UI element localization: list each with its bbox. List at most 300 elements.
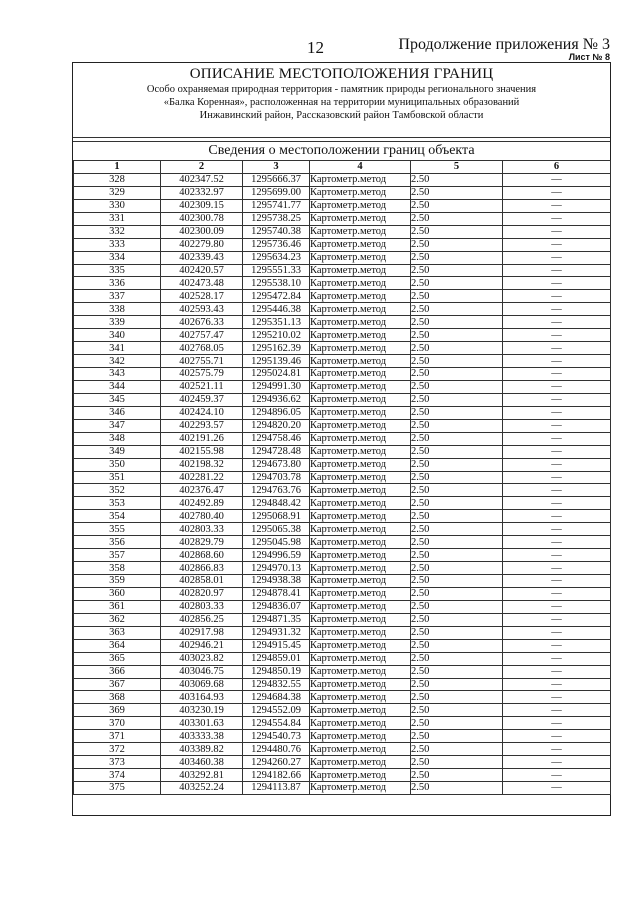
divider: [73, 137, 610, 138]
point-number-cell: 350: [74, 458, 161, 471]
column-header: 5: [411, 161, 503, 174]
method-cell: Картометр.метод: [310, 665, 411, 678]
method-cell: Картометр.метод: [310, 587, 411, 600]
coordinates-table: [73, 160, 611, 795]
table-row: [74, 523, 611, 536]
header-block: [73, 63, 610, 135]
accuracy-cell: 2.50: [411, 510, 503, 523]
x-coordinate-cell: 403333.38: [161, 730, 243, 743]
method-cell: Картометр.метод: [310, 652, 411, 665]
accuracy-cell: 2.50: [411, 186, 503, 199]
accuracy-cell: 2.50: [411, 199, 503, 212]
note-cell: —: [503, 484, 611, 497]
accuracy-cell: 2.50: [411, 678, 503, 691]
x-coordinate-cell: 403389.82: [161, 743, 243, 756]
accuracy-cell: 2.50: [411, 587, 503, 600]
y-coordinate-cell: 1295045.98: [243, 536, 310, 549]
accuracy-cell: 2.50: [411, 277, 503, 290]
y-coordinate-cell: 1295068.91: [243, 510, 310, 523]
x-coordinate-cell: 402755.71: [161, 355, 243, 368]
y-coordinate-cell: 1294836.07: [243, 600, 310, 613]
note-cell: —: [503, 730, 611, 743]
note-cell: —: [503, 639, 611, 652]
method-cell: Картометр.метод: [310, 743, 411, 756]
note-cell: —: [503, 199, 611, 212]
accuracy-cell: 2.50: [411, 769, 503, 782]
point-number-cell: 342: [74, 355, 161, 368]
x-coordinate-cell: 402492.89: [161, 497, 243, 510]
accuracy-cell: 2.50: [411, 536, 503, 549]
method-cell: Картометр.метод: [310, 290, 411, 303]
accuracy-cell: 2.50: [411, 303, 503, 316]
table-row: [74, 199, 611, 212]
table-row: [74, 756, 611, 769]
note-cell: —: [503, 497, 611, 510]
y-coordinate-cell: 1295634.23: [243, 251, 310, 264]
table-row: [74, 342, 611, 355]
point-number-cell: 356: [74, 536, 161, 549]
x-coordinate-cell: 402946.21: [161, 639, 243, 652]
point-number-cell: 358: [74, 562, 161, 575]
table-row: [74, 355, 611, 368]
accuracy-cell: 2.50: [411, 717, 503, 730]
method-cell: Картометр.метод: [310, 626, 411, 639]
method-cell: Картометр.метод: [310, 756, 411, 769]
point-number-cell: 361: [74, 600, 161, 613]
table-row: [74, 678, 611, 691]
point-number-cell: 329: [74, 186, 161, 199]
x-coordinate-cell: 402676.33: [161, 316, 243, 329]
description-line-3: Инжавинский район, Рассказовский район Тамбовской области: [199, 110, 484, 121]
accuracy-cell: 2.50: [411, 355, 503, 368]
method-cell: Картометр.метод: [310, 523, 411, 536]
column-header: 4: [310, 161, 411, 174]
note-cell: —: [503, 329, 611, 342]
note-cell: —: [503, 769, 611, 782]
note-cell: —: [503, 432, 611, 445]
note-cell: —: [503, 613, 611, 626]
column-header: 3: [243, 161, 310, 174]
x-coordinate-cell: 402420.57: [161, 264, 243, 277]
point-number-cell: 345: [74, 393, 161, 406]
x-coordinate-cell: 402347.52: [161, 173, 243, 186]
x-coordinate-cell: 402856.25: [161, 613, 243, 626]
x-coordinate-cell: 403460.38: [161, 756, 243, 769]
method-cell: Картометр.метод: [310, 355, 411, 368]
accuracy-cell: 2.50: [411, 316, 503, 329]
accuracy-cell: 2.50: [411, 613, 503, 626]
point-number-cell: 359: [74, 575, 161, 588]
method-cell: Картометр.метод: [310, 251, 411, 264]
table-row: [74, 562, 611, 575]
note-cell: —: [503, 704, 611, 717]
y-coordinate-cell: 1295736.46: [243, 238, 310, 251]
point-number-cell: 337: [74, 290, 161, 303]
x-coordinate-cell: 402757.47: [161, 329, 243, 342]
table-row: [74, 186, 611, 199]
y-coordinate-cell: 1295065.38: [243, 523, 310, 536]
table-row: [74, 432, 611, 445]
table-row: [74, 303, 611, 316]
accuracy-cell: 2.50: [411, 173, 503, 186]
method-cell: Картометр.метод: [310, 445, 411, 458]
point-number-cell: 330: [74, 199, 161, 212]
accuracy-cell: 2.50: [411, 445, 503, 458]
x-coordinate-cell: 403023.82: [161, 652, 243, 665]
y-coordinate-cell: 1294684.38: [243, 691, 310, 704]
table-row: [74, 316, 611, 329]
x-coordinate-cell: 402376.47: [161, 484, 243, 497]
y-coordinate-cell: 1295210.02: [243, 329, 310, 342]
table-row: [74, 368, 611, 381]
x-coordinate-cell: 402521.11: [161, 380, 243, 393]
y-coordinate-cell: 1295162.39: [243, 342, 310, 355]
method-cell: Картометр.метод: [310, 678, 411, 691]
table-row: [74, 458, 611, 471]
method-cell: Картометр.метод: [310, 380, 411, 393]
accuracy-cell: 2.50: [411, 639, 503, 652]
table-row: [74, 290, 611, 303]
method-cell: Картометр.метод: [310, 342, 411, 355]
table-row: [74, 484, 611, 497]
method-cell: Картометр.метод: [310, 484, 411, 497]
point-number-cell: 335: [74, 264, 161, 277]
y-coordinate-cell: 1295551.33: [243, 264, 310, 277]
table-row: [74, 251, 611, 264]
table-row: [74, 626, 611, 639]
method-cell: Картометр.метод: [310, 782, 411, 795]
table-row: [74, 665, 611, 678]
accuracy-cell: 2.50: [411, 497, 503, 510]
point-number-cell: 371: [74, 730, 161, 743]
point-number-cell: 365: [74, 652, 161, 665]
y-coordinate-cell: 1295538.10: [243, 277, 310, 290]
x-coordinate-cell: 402768.05: [161, 342, 243, 355]
point-number-cell: 336: [74, 277, 161, 290]
accuracy-cell: 2.50: [411, 212, 503, 225]
x-coordinate-cell: 402820.97: [161, 587, 243, 600]
method-cell: Картометр.метод: [310, 600, 411, 613]
method-cell: Картометр.метод: [310, 717, 411, 730]
x-coordinate-cell: 402803.33: [161, 600, 243, 613]
note-cell: —: [503, 251, 611, 264]
column-header: 6: [503, 161, 611, 174]
note-cell: —: [503, 587, 611, 600]
x-coordinate-cell: 402281.22: [161, 471, 243, 484]
y-coordinate-cell: 1295446.38: [243, 303, 310, 316]
accuracy-cell: 2.50: [411, 342, 503, 355]
method-cell: Картометр.метод: [310, 199, 411, 212]
point-number-cell: 370: [74, 717, 161, 730]
method-cell: Картометр.метод: [310, 562, 411, 575]
x-coordinate-cell: 402155.98: [161, 445, 243, 458]
point-number-cell: 328: [74, 173, 161, 186]
y-coordinate-cell: 1294703.78: [243, 471, 310, 484]
note-cell: —: [503, 186, 611, 199]
y-coordinate-cell: 1294970.13: [243, 562, 310, 575]
table-row: [74, 238, 611, 251]
x-coordinate-cell: 402829.79: [161, 536, 243, 549]
table-row: [74, 691, 611, 704]
accuracy-cell: 2.50: [411, 665, 503, 678]
y-coordinate-cell: 1294554.84: [243, 717, 310, 730]
sheet-label: Лист № 8: [568, 52, 610, 62]
point-number-cell: 357: [74, 549, 161, 562]
table-row: [74, 471, 611, 484]
accuracy-cell: 2.50: [411, 406, 503, 419]
table-row: [74, 264, 611, 277]
accuracy-cell: 2.50: [411, 756, 503, 769]
table-row: [74, 717, 611, 730]
x-coordinate-cell: 402868.60: [161, 549, 243, 562]
method-cell: Картометр.метод: [310, 316, 411, 329]
y-coordinate-cell: 1294763.76: [243, 484, 310, 497]
method-cell: Картометр.метод: [310, 238, 411, 251]
method-cell: Картометр.метод: [310, 458, 411, 471]
method-cell: Картометр.метод: [310, 329, 411, 342]
note-cell: —: [503, 355, 611, 368]
continuation-label: Продолжение приложения № 3: [398, 36, 610, 53]
y-coordinate-cell: 1294820.20: [243, 419, 310, 432]
x-coordinate-cell: 402293.57: [161, 419, 243, 432]
table-row: [74, 419, 611, 432]
y-coordinate-cell: 1294848.42: [243, 497, 310, 510]
y-coordinate-cell: 1294896.05: [243, 406, 310, 419]
note-cell: —: [503, 717, 611, 730]
note-cell: —: [503, 380, 611, 393]
point-number-cell: 338: [74, 303, 161, 316]
table-row: [74, 277, 611, 290]
x-coordinate-cell: 403164.93: [161, 691, 243, 704]
table-row: [74, 782, 611, 795]
x-coordinate-cell: 402309.15: [161, 199, 243, 212]
accuracy-cell: 2.50: [411, 264, 503, 277]
section-title: Сведения о местоположении границ объекта: [73, 142, 610, 161]
accuracy-cell: 2.50: [411, 329, 503, 342]
point-number-cell: 353: [74, 497, 161, 510]
page-number: 12: [307, 38, 324, 57]
point-number-cell: 333: [74, 238, 161, 251]
accuracy-cell: 2.50: [411, 225, 503, 238]
y-coordinate-cell: 1294552.09: [243, 704, 310, 717]
table-row: [74, 393, 611, 406]
method-cell: Картометр.метод: [310, 419, 411, 432]
y-coordinate-cell: 1294673.80: [243, 458, 310, 471]
note-cell: —: [503, 536, 611, 549]
point-number-cell: 340: [74, 329, 161, 342]
note-cell: —: [503, 212, 611, 225]
x-coordinate-cell: 402198.32: [161, 458, 243, 471]
point-number-cell: 374: [74, 769, 161, 782]
point-number-cell: 368: [74, 691, 161, 704]
table-row: [74, 600, 611, 613]
point-number-cell: 360: [74, 587, 161, 600]
x-coordinate-cell: 402300.09: [161, 225, 243, 238]
accuracy-cell: 2.50: [411, 290, 503, 303]
x-coordinate-cell: 402300.78: [161, 212, 243, 225]
x-coordinate-cell: 402279.80: [161, 238, 243, 251]
y-coordinate-cell: 1295139.46: [243, 355, 310, 368]
point-number-cell: 363: [74, 626, 161, 639]
point-number-cell: 334: [74, 251, 161, 264]
point-number-cell: 362: [74, 613, 161, 626]
y-coordinate-cell: 1294728.48: [243, 445, 310, 458]
method-cell: Картометр.метод: [310, 225, 411, 238]
table-row: [74, 587, 611, 600]
note-cell: —: [503, 458, 611, 471]
note-cell: —: [503, 290, 611, 303]
note-cell: —: [503, 691, 611, 704]
x-coordinate-cell: 403301.63: [161, 717, 243, 730]
y-coordinate-cell: 1294182.66: [243, 769, 310, 782]
method-cell: Картометр.метод: [310, 549, 411, 562]
point-number-cell: 372: [74, 743, 161, 756]
method-cell: Картометр.метод: [310, 471, 411, 484]
table-row: [74, 497, 611, 510]
document-frame: [72, 62, 611, 816]
table-row: [74, 329, 611, 342]
note-cell: —: [503, 782, 611, 795]
method-cell: Картометр.метод: [310, 613, 411, 626]
accuracy-cell: 2.50: [411, 575, 503, 588]
y-coordinate-cell: 1294936.62: [243, 393, 310, 406]
x-coordinate-cell: 402473.48: [161, 277, 243, 290]
method-cell: Картометр.метод: [310, 639, 411, 652]
table-row: [74, 652, 611, 665]
accuracy-cell: 2.50: [411, 730, 503, 743]
note-cell: —: [503, 756, 611, 769]
point-number-cell: 331: [74, 212, 161, 225]
x-coordinate-cell: 403046.75: [161, 665, 243, 678]
column-header: 2: [161, 161, 243, 174]
note-cell: —: [503, 562, 611, 575]
note-cell: —: [503, 626, 611, 639]
accuracy-cell: 2.50: [411, 626, 503, 639]
note-cell: —: [503, 406, 611, 419]
note-cell: —: [503, 342, 611, 355]
method-cell: Картометр.метод: [310, 277, 411, 290]
note-cell: —: [503, 368, 611, 381]
method-cell: Картометр.метод: [310, 730, 411, 743]
accuracy-cell: 2.50: [411, 523, 503, 536]
x-coordinate-cell: 402803.33: [161, 523, 243, 536]
method-cell: Картометр.метод: [310, 303, 411, 316]
note-cell: —: [503, 264, 611, 277]
note-cell: —: [503, 743, 611, 756]
method-cell: Картометр.метод: [310, 406, 411, 419]
accuracy-cell: 2.50: [411, 562, 503, 575]
point-number-cell: 348: [74, 432, 161, 445]
method-cell: Картометр.метод: [310, 264, 411, 277]
note-cell: —: [503, 652, 611, 665]
column-header: 1: [74, 161, 161, 174]
y-coordinate-cell: 1295024.81: [243, 368, 310, 381]
point-number-cell: 366: [74, 665, 161, 678]
y-coordinate-cell: 1294938.38: [243, 575, 310, 588]
y-coordinate-cell: 1294480.76: [243, 743, 310, 756]
y-coordinate-cell: 1294996.59: [243, 549, 310, 562]
x-coordinate-cell: 402424.10: [161, 406, 243, 419]
point-number-cell: 343: [74, 368, 161, 381]
y-coordinate-cell: 1294850.19: [243, 665, 310, 678]
point-number-cell: 364: [74, 639, 161, 652]
note-cell: —: [503, 303, 611, 316]
y-coordinate-cell: 1295741.77: [243, 199, 310, 212]
note-cell: —: [503, 523, 611, 536]
method-cell: Картометр.метод: [310, 575, 411, 588]
document-title: ОПИСАНИЕ МЕСТОПОЛОЖЕНИЯ ГРАНИЦ: [189, 66, 494, 82]
accuracy-cell: 2.50: [411, 251, 503, 264]
method-cell: Картометр.метод: [310, 497, 411, 510]
y-coordinate-cell: 1294878.41: [243, 587, 310, 600]
method-cell: Картометр.метод: [310, 368, 411, 381]
x-coordinate-cell: 402866.83: [161, 562, 243, 575]
method-cell: Картометр.метод: [310, 691, 411, 704]
point-number-cell: 355: [74, 523, 161, 536]
y-coordinate-cell: 1295699.00: [243, 186, 310, 199]
x-coordinate-cell: 403069.68: [161, 678, 243, 691]
method-cell: Картометр.метод: [310, 393, 411, 406]
accuracy-cell: 2.50: [411, 743, 503, 756]
table-row: [74, 380, 611, 393]
accuracy-cell: 2.50: [411, 484, 503, 497]
table-row: [74, 549, 611, 562]
y-coordinate-cell: 1294758.46: [243, 432, 310, 445]
y-coordinate-cell: 1295666.37: [243, 173, 310, 186]
note-cell: —: [503, 510, 611, 523]
y-coordinate-cell: 1294113.87: [243, 782, 310, 795]
table-row: [74, 704, 611, 717]
y-coordinate-cell: 1294540.73: [243, 730, 310, 743]
method-cell: Картометр.метод: [310, 212, 411, 225]
point-number-cell: 367: [74, 678, 161, 691]
note-cell: —: [503, 445, 611, 458]
accuracy-cell: 2.50: [411, 368, 503, 381]
note-cell: —: [503, 419, 611, 432]
note-cell: —: [503, 678, 611, 691]
table-header-row: [74, 161, 611, 174]
x-coordinate-cell: 402191.26: [161, 432, 243, 445]
table-body: [74, 173, 611, 794]
x-coordinate-cell: 402528.17: [161, 290, 243, 303]
accuracy-cell: 2.50: [411, 600, 503, 613]
table-row: [74, 225, 611, 238]
accuracy-cell: 2.50: [411, 380, 503, 393]
accuracy-cell: 2.50: [411, 652, 503, 665]
y-coordinate-cell: 1294991.30: [243, 380, 310, 393]
x-coordinate-cell: 402858.01: [161, 575, 243, 588]
point-number-cell: 339: [74, 316, 161, 329]
note-cell: —: [503, 225, 611, 238]
accuracy-cell: 2.50: [411, 432, 503, 445]
table-row: [74, 445, 611, 458]
accuracy-cell: 2.50: [411, 458, 503, 471]
note-cell: —: [503, 665, 611, 678]
accuracy-cell: 2.50: [411, 691, 503, 704]
description-line-2: «Балка Коренная», расположенная на территории муниципальных образований: [163, 97, 520, 108]
y-coordinate-cell: 1294871.35: [243, 613, 310, 626]
x-coordinate-cell: 403230.19: [161, 704, 243, 717]
table-row: [74, 536, 611, 549]
note-cell: —: [503, 316, 611, 329]
point-number-cell: 332: [74, 225, 161, 238]
table-row: [74, 613, 611, 626]
y-coordinate-cell: 1295351.13: [243, 316, 310, 329]
y-coordinate-cell: 1294260.27: [243, 756, 310, 769]
description-line-1: Особо охраняемая природная территория - памятник природы регионального значения: [146, 84, 537, 95]
y-coordinate-cell: 1294915.45: [243, 639, 310, 652]
table-row: [74, 173, 611, 186]
